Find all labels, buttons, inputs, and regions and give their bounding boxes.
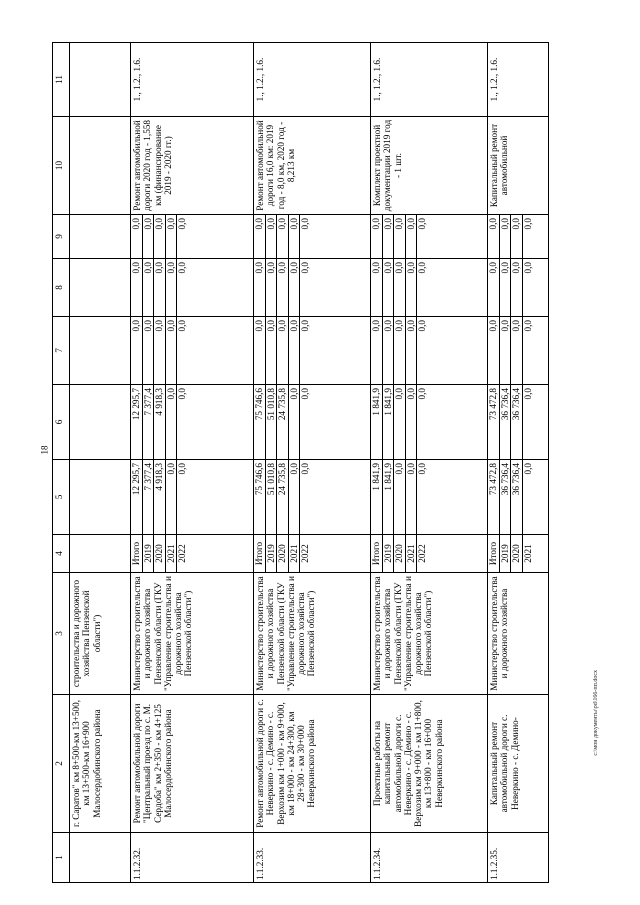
reference-cell: 1., 1.2., 1.6.: [131, 43, 254, 117]
amount-value: 0,0: [254, 317, 266, 384]
year-value: Итого: [254, 535, 266, 572]
header-cell: 9: [53, 215, 70, 259]
header-cell: 6: [53, 385, 70, 460]
amount-value: 0,0: [371, 317, 383, 384]
amount-value: 0,0: [522, 463, 533, 475]
amount-value: 0,0: [289, 385, 301, 459]
funding-col8-cell: [131, 259, 254, 317]
year-value: 2021: [166, 535, 178, 572]
year-value: 2020: [511, 535, 523, 572]
amount-value: 0,0: [131, 317, 143, 384]
amount-value: 0,0: [394, 259, 406, 316]
amount-value: 0,0: [166, 317, 178, 384]
funding-col9-cell: [488, 215, 549, 259]
amount-value: 0,0: [154, 215, 166, 258]
id-cell: 1.1.2.34.: [371, 833, 488, 883]
year-value: 2019: [143, 535, 155, 572]
regional-budget-cell: [371, 385, 488, 460]
amount-value: 1 841,9: [383, 460, 395, 534]
amount-value: 24 735,8: [277, 460, 289, 534]
amount-value: 7 377,4: [143, 385, 155, 459]
result-cell: Ремонт автомобильной дороги 16,0 км: 2019 год - 8,0 км, 2020 год - 8,213 км: [254, 117, 371, 215]
amount-value: 0,0: [500, 317, 512, 384]
year-cell: [131, 535, 254, 573]
amount-value: 75 746,6: [254, 460, 266, 534]
amount-value: 0,0: [300, 320, 310, 332]
amount-value: 0,0: [143, 259, 155, 316]
year-value: 2022: [417, 544, 427, 563]
amount-value: 1 841,9: [383, 385, 395, 459]
empty-cell: [70, 535, 131, 573]
amount-value: 0,0: [488, 259, 500, 316]
amount-value: 0,0: [166, 460, 178, 534]
header-cell: 5: [53, 460, 70, 535]
amount-value: 0,0: [289, 259, 301, 316]
amount-value: 0,0: [417, 463, 427, 475]
amount-value: 75 746,6: [254, 385, 266, 459]
amount-value: 0,0: [522, 320, 533, 332]
year-cell: [371, 535, 488, 573]
table-row: [131, 43, 254, 883]
total-funding-cell: [488, 460, 549, 535]
executor-cell: Министерство строительства и дорожного хозяйства Пензенской области (ГКУ "Управление строительства и дорожного хозяйства Пензенской области"): [254, 573, 371, 695]
amount-value: 12 295,7: [131, 385, 143, 459]
amount-value: 0,0: [511, 215, 523, 258]
amount-value: 0,0: [500, 215, 512, 258]
footer-file-path: c:\мои документы\pd\166-пп.docx: [593, 670, 599, 756]
year-value: 2019: [266, 535, 278, 572]
year-cell: [488, 535, 549, 573]
amount-value: 73 472,8: [488, 460, 500, 534]
year-value: 2020: [154, 535, 166, 572]
year-value: 2021: [522, 544, 533, 563]
amount-value: 0,0: [488, 317, 500, 384]
funding-col7-cell: [488, 317, 549, 385]
funding-col8-cell: [371, 259, 488, 317]
amount-value: 0,0: [406, 215, 418, 258]
amount-value: 0,0: [166, 385, 178, 459]
amount-value: 0,0: [394, 317, 406, 384]
object-cell: Ремонт автомобильной дороги с. Неверкино - с. Демино - с. Верхозим км 1+000 - км 9+000, км 18+000 - км 24+300, км 28+300 - км 30+000 Неверкинского района: [254, 695, 371, 833]
year-value: Итого: [488, 535, 500, 572]
amount-value: 7 377,4: [143, 460, 155, 534]
year-value: 2019: [383, 535, 395, 572]
funding-col7-cell: [371, 317, 488, 385]
header-cell: 2: [53, 695, 70, 833]
header-cell: 11: [53, 43, 70, 117]
amount-value: 0,0: [289, 215, 301, 258]
amount-value: 36 736,4: [511, 385, 523, 459]
amount-value: 0,0: [394, 460, 406, 534]
table-row: [488, 43, 549, 883]
funding-col8-cell: [488, 259, 549, 317]
object-cell: Ремонт автомобильной дороги "Центральный проезд по с. М. Сердоба" км 2+350 - км 4+125 Малосердобинского района: [131, 695, 254, 833]
regional-budget-cell: [254, 385, 371, 460]
amount-value: 0,0: [177, 388, 187, 400]
amount-value: 36 736,4: [511, 460, 523, 534]
amount-value: 0,0: [417, 388, 427, 400]
amount-value: 0,0: [143, 317, 155, 384]
page-number: 18: [39, 445, 50, 455]
amount-value: 0,0: [300, 262, 310, 274]
amount-value: 0,0: [254, 259, 266, 316]
amount-value: 0,0: [511, 259, 523, 316]
header-cell: 1: [53, 833, 70, 883]
amount-value: 0,0: [417, 218, 427, 230]
amount-value: 0,0: [177, 218, 187, 230]
amount-value: 0,0: [371, 215, 383, 258]
table-row: [371, 43, 488, 883]
amount-value: 0,0: [500, 259, 512, 316]
empty-cell: [70, 117, 131, 215]
year-value: 2021: [289, 535, 301, 572]
result-cell: Капитальный ремонт автомобильной: [488, 117, 549, 215]
funding-col7-cell: [131, 317, 254, 385]
regional-budget-cell: [488, 385, 549, 460]
table-row: [254, 43, 371, 883]
amount-value: 0,0: [383, 317, 395, 384]
amount-value: 0,0: [406, 385, 418, 459]
year-value: 2019: [500, 535, 512, 572]
amount-value: 0,0: [254, 215, 266, 258]
object-cell: Проектные работы на капитальный ремонт автомобильной дороги с. Неверкино - с. Демино - с. Верхозим км 9+000 - км 11+800, км 13+800 - км 16+000 Неверкинского района: [371, 695, 488, 833]
amount-value: 36 736,4: [500, 460, 512, 534]
year-value: 2022: [177, 544, 187, 563]
amount-value: 0,0: [417, 320, 427, 332]
amount-value: 0,0: [300, 388, 310, 400]
regional-budget-cell: [131, 385, 254, 460]
amount-value: 0,0: [177, 463, 187, 475]
amount-value: 51 010,8: [266, 460, 278, 534]
year-value: Итого: [371, 535, 383, 572]
amount-value: 0,0: [166, 215, 178, 258]
amount-value: 0,0: [266, 215, 278, 258]
year-value: 2020: [277, 535, 289, 572]
amount-value: 1 841,9: [371, 460, 383, 534]
amount-value: 0,0: [143, 215, 155, 258]
result-cell: Ремонт автомобильной дороги 2020 год - 1,558 км (финансирование 2019 - 2020 гг.): [131, 117, 254, 215]
amount-value: 0,0: [166, 259, 178, 316]
id-cell: 1.1.2.35.: [488, 833, 549, 883]
amount-value: 4 918,3: [154, 460, 166, 534]
amount-value: 0,0: [417, 262, 427, 274]
result-cell: Комплект проектной документации 2019 год - 1 шт.: [371, 117, 488, 215]
amount-value: 0,0: [277, 259, 289, 316]
year-value: Итого: [131, 535, 143, 572]
reference-cell: 1., 1.2., 1.6.: [371, 43, 488, 117]
amount-value: 4 918,3: [154, 385, 166, 459]
amount-value: 0,0: [488, 215, 500, 258]
amount-value: 12 295,7: [131, 460, 143, 534]
funding-col9-cell: [131, 215, 254, 259]
amount-value: 0,0: [266, 317, 278, 384]
funding-col7-cell: [254, 317, 371, 385]
amount-value: 0,0: [394, 215, 406, 258]
header-cell: 10: [53, 117, 70, 215]
amount-value: 0,0: [522, 388, 533, 400]
executor-cell: Министерство строительства и дорожного хозяйства Пензенской области (ГКУ "Управление строительства и дорожного хозяйства Пензенской области"): [371, 573, 488, 695]
id-cell: 1.1.2.33.: [254, 833, 371, 883]
amount-value: 0,0: [177, 262, 187, 274]
executor-cell: Министерство строительства и дорожного хозяйства: [488, 573, 549, 695]
funding-col8-cell: [254, 259, 371, 317]
empty-cell: [70, 317, 131, 385]
id-cell: [70, 833, 131, 883]
amount-value: 0,0: [154, 259, 166, 316]
reference-cell: 1., 1.2., 1.6.: [488, 43, 549, 117]
amount-value: 0,0: [371, 259, 383, 316]
header-cell: 4: [53, 535, 70, 573]
empty-cell: [70, 215, 131, 259]
amount-value: 0,0: [289, 317, 301, 384]
amount-value: 0,0: [406, 317, 418, 384]
object-cell: Капитальный ремонт автомобильной дороги с. Неверкино - с. Демино-: [488, 695, 549, 833]
amount-value: 1 841,9: [371, 385, 383, 459]
amount-value: 0,0: [522, 262, 533, 274]
empty-cell: [70, 460, 131, 535]
empty-cell: [70, 385, 131, 460]
rotated-page: [52, 43, 540, 883]
object-cell: г. Саратов" км 8+500-км 13+500, км 13+500-км 16+900 Малосердобинского района: [70, 695, 131, 833]
empty-cell: [70, 43, 131, 117]
amount-value: 0,0: [266, 259, 278, 316]
total-funding-cell: [254, 460, 371, 535]
year-value: 2020: [394, 535, 406, 572]
total-funding-cell: [131, 460, 254, 535]
amount-value: 0,0: [131, 215, 143, 258]
amount-value: 0,0: [131, 259, 143, 316]
executor-cell: Министерство строительства и дорожного хозяйства Пензенской области (ГКУ "Управление строительства и дорожного хозяйства Пензенской области"): [131, 573, 254, 695]
amount-value: 0,0: [277, 317, 289, 384]
amount-value: 0,0: [383, 259, 395, 316]
amount-value: 0,0: [289, 460, 301, 534]
amount-value: 0,0: [394, 385, 406, 459]
year-cell: [254, 535, 371, 573]
amount-value: 0,0: [511, 317, 523, 384]
empty-cell: [70, 259, 131, 317]
amount-value: 36 736,4: [500, 385, 512, 459]
amount-value: 0,0: [300, 463, 310, 475]
amount-value: 0,0: [154, 317, 166, 384]
reference-cell: 1., 1.2., 1.6.: [254, 43, 371, 117]
year-value: 2021: [406, 535, 418, 572]
id-cell: 1.1.2.32.: [131, 833, 254, 883]
amount-value: 0,0: [406, 460, 418, 534]
funding-col9-cell: [371, 215, 488, 259]
header-cell: 7: [53, 317, 70, 385]
amount-value: 0,0: [522, 218, 533, 230]
header-cell: 3: [53, 573, 70, 695]
program-table: [52, 42, 549, 883]
amount-value: 0,0: [277, 215, 289, 258]
executor-cell: строительства и дорожного хозяйства Пензенской области"): [70, 573, 131, 695]
funding-col9-cell: [254, 215, 371, 259]
amount-value: 0,0: [383, 215, 395, 258]
year-value: 2022: [300, 544, 310, 563]
amount-value: 0,0: [300, 218, 310, 230]
amount-value: 51 010,8: [266, 385, 278, 459]
header-cell: 8: [53, 259, 70, 317]
continuation-row: [70, 43, 131, 883]
amount-value: 0,0: [177, 320, 187, 332]
amount-value: 0,0: [406, 259, 418, 316]
header-row: [53, 43, 70, 883]
amount-value: 73 472,8: [488, 385, 500, 459]
amount-value: 24 735,8: [277, 385, 289, 459]
total-funding-cell: [371, 460, 488, 535]
